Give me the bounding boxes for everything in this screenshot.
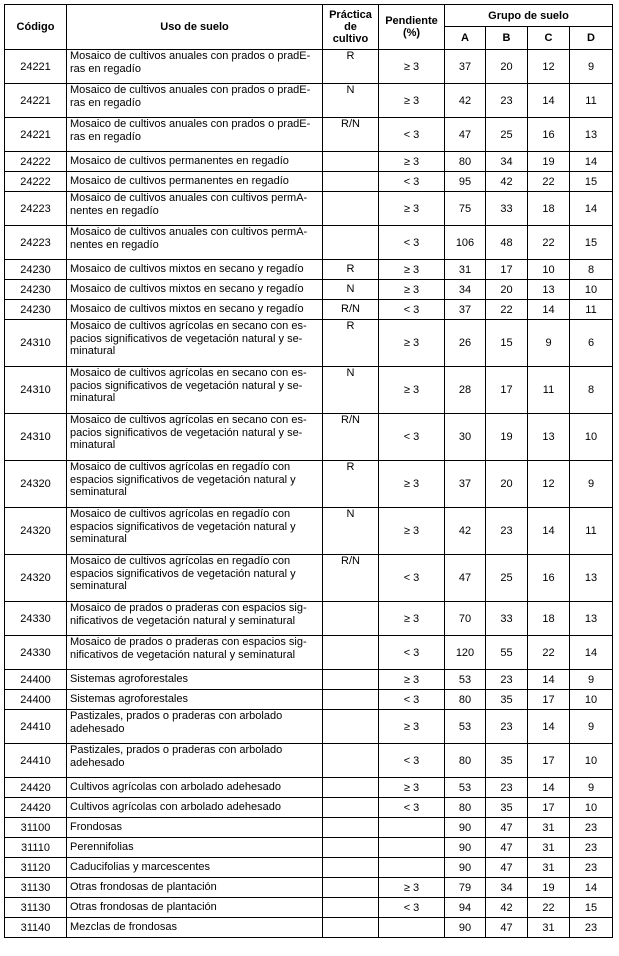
cell-c: 14 (528, 508, 570, 555)
cell-d: 23 (570, 918, 613, 938)
cell-a: 80 (445, 744, 486, 778)
cell-pendiente: < 3 (379, 744, 445, 778)
cell-pendiente: < 3 (379, 690, 445, 710)
header-c: C (528, 27, 570, 50)
cell-pendiente: ≥ 3 (379, 50, 445, 84)
table-row (5, 461, 613, 508)
cell-b: 20 (486, 461, 528, 508)
cell-uso: Mosaico de cultivos agrícolas en secano con es-pacios significativos de vegetación natural y se-minatural (67, 414, 323, 461)
cell-codigo: 31140 (5, 918, 67, 938)
cell-a: 90 (445, 838, 486, 858)
cell-codigo: 31120 (5, 858, 67, 878)
cell-practica: R/N (323, 118, 379, 152)
header-row (5, 5, 613, 27)
cell-d: 11 (570, 300, 613, 320)
cell-a: 90 (445, 818, 486, 838)
header-codigo: Código (5, 5, 67, 50)
cell-practica: N (323, 508, 379, 555)
cell-pendiente: < 3 (379, 226, 445, 260)
cell-d: 10 (570, 414, 613, 461)
cell-a: 79 (445, 878, 486, 898)
cell-uso: Frondosas (67, 818, 323, 838)
cell-d: 11 (570, 84, 613, 118)
cell-practica: R/N (323, 555, 379, 602)
cell-uso: Mosaico de prados o praderas con espacios sig-nificativos de vegetación natural y seminatural (67, 636, 323, 670)
cell-d: 9 (570, 778, 613, 798)
cell-practica (323, 878, 379, 898)
cell-c: 10 (528, 260, 570, 280)
cell-a: 53 (445, 670, 486, 690)
cell-pendiente: ≥ 3 (379, 84, 445, 118)
cell-b: 47 (486, 918, 528, 938)
header-uso: Uso de suelo (67, 5, 323, 50)
cell-codigo: 24400 (5, 690, 67, 710)
cell-c: 14 (528, 670, 570, 690)
cell-pendiente: < 3 (379, 118, 445, 152)
cell-codigo: 24223 (5, 226, 67, 260)
cell-a: 120 (445, 636, 486, 670)
cell-pendiente (379, 818, 445, 838)
cell-uso: Mosaico de cultivos permanentes en regadío (67, 152, 323, 172)
cell-c: 17 (528, 744, 570, 778)
header-b: B (486, 27, 528, 50)
cell-practica: R/N (323, 414, 379, 461)
cell-practica: N (323, 84, 379, 118)
cell-a: 47 (445, 555, 486, 602)
table-row (5, 878, 613, 898)
cell-c: 19 (528, 878, 570, 898)
cell-uso: Mosaico de cultivos anuales con prados o pradE-ras en regadío (67, 84, 323, 118)
cell-practica: R (323, 320, 379, 367)
table-row (5, 670, 613, 690)
cell-pendiente: ≥ 3 (379, 280, 445, 300)
cell-pendiente: ≥ 3 (379, 320, 445, 367)
cell-c: 12 (528, 461, 570, 508)
cell-b: 35 (486, 690, 528, 710)
cell-c: 14 (528, 778, 570, 798)
cell-c: 22 (528, 226, 570, 260)
cell-pendiente: < 3 (379, 414, 445, 461)
cell-c: 14 (528, 300, 570, 320)
cell-pendiente: < 3 (379, 172, 445, 192)
cell-uso: Sistemas agroforestales (67, 690, 323, 710)
cell-practica (323, 690, 379, 710)
cell-codigo: 24230 (5, 300, 67, 320)
cell-codigo: 24420 (5, 798, 67, 818)
table-row (5, 414, 613, 461)
cell-practica (323, 918, 379, 938)
cell-uso: Mosaico de cultivos anuales con cultivos permA-nentes en regadío (67, 192, 323, 226)
cell-c: 17 (528, 798, 570, 818)
cell-b: 35 (486, 744, 528, 778)
cell-b: 42 (486, 898, 528, 918)
table-row (5, 367, 613, 414)
cell-d: 15 (570, 226, 613, 260)
cell-a: 80 (445, 798, 486, 818)
table-row (5, 602, 613, 636)
cell-practica (323, 670, 379, 690)
cell-a: 37 (445, 300, 486, 320)
cell-practica (323, 778, 379, 798)
cell-codigo: 24230 (5, 280, 67, 300)
cell-uso: Cultivos agrícolas con arbolado adehesado (67, 778, 323, 798)
cell-a: 53 (445, 710, 486, 744)
table-row (5, 818, 613, 838)
cell-d: 23 (570, 858, 613, 878)
cell-b: 17 (486, 260, 528, 280)
cell-codigo: 24330 (5, 602, 67, 636)
cell-c: 13 (528, 280, 570, 300)
cell-c: 9 (528, 320, 570, 367)
cell-uso: Pastizales, prados o praderas con arbolado adehesado (67, 710, 323, 744)
cell-practica (323, 636, 379, 670)
cell-c: 14 (528, 710, 570, 744)
cell-practica (323, 798, 379, 818)
cell-codigo: 24221 (5, 50, 67, 84)
table-row (5, 690, 613, 710)
cell-practica: R (323, 461, 379, 508)
cell-a: 34 (445, 280, 486, 300)
cell-codigo: 24221 (5, 84, 67, 118)
cell-codigo: 31110 (5, 838, 67, 858)
table-row (5, 798, 613, 818)
cell-uso: Cultivos agrícolas con arbolado adehesado (67, 798, 323, 818)
cell-d: 8 (570, 260, 613, 280)
cell-d: 13 (570, 555, 613, 602)
cell-practica (323, 744, 379, 778)
table-row (5, 260, 613, 280)
table-row (5, 320, 613, 367)
cell-codigo: 24221 (5, 118, 67, 152)
cell-a: 80 (445, 690, 486, 710)
cell-codigo: 24230 (5, 260, 67, 280)
table-row (5, 918, 613, 938)
cell-d: 11 (570, 508, 613, 555)
cell-codigo: 24310 (5, 414, 67, 461)
cell-b: 20 (486, 280, 528, 300)
cell-d: 13 (570, 118, 613, 152)
cell-uso: Mosaico de cultivos anuales con prados o pradE-ras en regadío (67, 118, 323, 152)
table-row (5, 192, 613, 226)
cell-codigo: 24223 (5, 192, 67, 226)
cell-d: 13 (570, 602, 613, 636)
cell-codigo: 24310 (5, 320, 67, 367)
cell-b: 23 (486, 778, 528, 798)
cell-practica: R (323, 50, 379, 84)
cell-a: 30 (445, 414, 486, 461)
cell-a: 95 (445, 172, 486, 192)
soil-use-table (4, 4, 613, 938)
cell-codigo: 31100 (5, 818, 67, 838)
cell-uso: Otras frondosas de plantación (67, 878, 323, 898)
cell-d: 14 (570, 878, 613, 898)
cell-practica: R/N (323, 300, 379, 320)
cell-pendiente (379, 858, 445, 878)
cell-uso: Mezclas de frondosas (67, 918, 323, 938)
cell-uso: Sistemas agroforestales (67, 670, 323, 690)
cell-c: 19 (528, 152, 570, 172)
cell-a: 106 (445, 226, 486, 260)
table-row (5, 118, 613, 152)
cell-pendiente: < 3 (379, 798, 445, 818)
cell-practica (323, 602, 379, 636)
cell-d: 9 (570, 50, 613, 84)
cell-uso: Pastizales, prados o praderas con arbolado adehesado (67, 744, 323, 778)
cell-b: 47 (486, 818, 528, 838)
cell-uso: Mosaico de cultivos agrícolas en regadío con espacios significativos de vegetación natural y seminatural (67, 555, 323, 602)
cell-practica (323, 818, 379, 838)
cell-uso: Mosaico de cultivos mixtos en secano y regadío (67, 300, 323, 320)
cell-a: 90 (445, 918, 486, 938)
cell-b: 25 (486, 555, 528, 602)
cell-d: 9 (570, 710, 613, 744)
cell-practica (323, 226, 379, 260)
cell-d: 9 (570, 461, 613, 508)
cell-c: 31 (528, 818, 570, 838)
table-row (5, 778, 613, 798)
cell-uso: Perennifolias (67, 838, 323, 858)
cell-b: 19 (486, 414, 528, 461)
cell-d: 15 (570, 172, 613, 192)
cell-a: 37 (445, 461, 486, 508)
cell-b: 42 (486, 172, 528, 192)
cell-codigo: 24410 (5, 710, 67, 744)
cell-a: 53 (445, 778, 486, 798)
table-row (5, 226, 613, 260)
cell-pendiente: ≥ 3 (379, 878, 445, 898)
cell-a: 47 (445, 118, 486, 152)
cell-uso: Mosaico de cultivos mixtos en secano y regadío (67, 280, 323, 300)
cell-d: 14 (570, 192, 613, 226)
table-body (5, 50, 613, 938)
cell-pendiente: ≥ 3 (379, 670, 445, 690)
cell-b: 17 (486, 367, 528, 414)
cell-c: 16 (528, 118, 570, 152)
cell-d: 6 (570, 320, 613, 367)
cell-pendiente: ≥ 3 (379, 778, 445, 798)
cell-practica (323, 898, 379, 918)
cell-d: 23 (570, 818, 613, 838)
cell-a: 26 (445, 320, 486, 367)
cell-a: 31 (445, 260, 486, 280)
cell-d: 10 (570, 744, 613, 778)
cell-b: 23 (486, 670, 528, 690)
cell-uso: Mosaico de cultivos anuales con cultivos permA-nentes en regadío (67, 226, 323, 260)
cell-pendiente: ≥ 3 (379, 461, 445, 508)
cell-a: 42 (445, 508, 486, 555)
cell-c: 16 (528, 555, 570, 602)
cell-uso: Mosaico de cultivos agrícolas en secano con es-pacios significativos de vegetación natural y se-minatural (67, 320, 323, 367)
cell-uso: Mosaico de cultivos permanentes en regadío (67, 172, 323, 192)
cell-codigo: 24222 (5, 172, 67, 192)
cell-codigo: 24410 (5, 744, 67, 778)
cell-d: 15 (570, 898, 613, 918)
cell-d: 23 (570, 838, 613, 858)
cell-b: 35 (486, 798, 528, 818)
cell-d: 9 (570, 670, 613, 690)
cell-practica (323, 152, 379, 172)
cell-pendiente: ≥ 3 (379, 710, 445, 744)
cell-c: 11 (528, 367, 570, 414)
cell-b: 20 (486, 50, 528, 84)
cell-codigo: 31130 (5, 898, 67, 918)
table-row (5, 858, 613, 878)
cell-a: 75 (445, 192, 486, 226)
header-d: D (570, 27, 613, 50)
cell-codigo: 24420 (5, 778, 67, 798)
cell-uso: Mosaico de prados o praderas con espacios sig-nificativos de vegetación natural y seminatural (67, 602, 323, 636)
cell-c: 22 (528, 898, 570, 918)
cell-uso: Mosaico de cultivos agrícolas en secano con es-pacios significativos de vegetación natural y se-minatural (67, 367, 323, 414)
cell-a: 70 (445, 602, 486, 636)
table-row (5, 508, 613, 555)
cell-codigo: 24310 (5, 367, 67, 414)
header-practica: Práctica de cultivo (323, 5, 379, 50)
cell-b: 23 (486, 710, 528, 744)
table-row (5, 898, 613, 918)
table-row (5, 84, 613, 118)
table-row (5, 172, 613, 192)
header-grupo: Grupo de suelo (445, 5, 613, 27)
cell-practica: N (323, 367, 379, 414)
cell-b: 15 (486, 320, 528, 367)
cell-practica (323, 838, 379, 858)
cell-b: 25 (486, 118, 528, 152)
table-row (5, 636, 613, 670)
cell-uso: Mosaico de cultivos agrícolas en regadío con espacios significativos de vegetación natural y seminatural (67, 508, 323, 555)
cell-c: 18 (528, 192, 570, 226)
cell-codigo: 24330 (5, 636, 67, 670)
cell-pendiente: ≥ 3 (379, 367, 445, 414)
cell-pendiente: ≥ 3 (379, 602, 445, 636)
cell-uso: Caducifolias y marcescentes (67, 858, 323, 878)
cell-pendiente: < 3 (379, 300, 445, 320)
cell-codigo: 24320 (5, 461, 67, 508)
cell-b: 47 (486, 858, 528, 878)
cell-b: 48 (486, 226, 528, 260)
cell-pendiente (379, 838, 445, 858)
table-row (5, 50, 613, 84)
cell-b: 47 (486, 838, 528, 858)
cell-d: 10 (570, 690, 613, 710)
header-a: A (445, 27, 486, 50)
table-row (5, 744, 613, 778)
cell-codigo: 24320 (5, 508, 67, 555)
cell-b: 34 (486, 878, 528, 898)
cell-c: 22 (528, 172, 570, 192)
cell-c: 12 (528, 50, 570, 84)
cell-b: 23 (486, 84, 528, 118)
cell-c: 18 (528, 602, 570, 636)
cell-a: 90 (445, 858, 486, 878)
cell-practica (323, 172, 379, 192)
table-row (5, 300, 613, 320)
cell-practica (323, 858, 379, 878)
cell-pendiente: < 3 (379, 636, 445, 670)
cell-c: 31 (528, 858, 570, 878)
cell-c: 31 (528, 838, 570, 858)
cell-d: 14 (570, 636, 613, 670)
cell-c: 31 (528, 918, 570, 938)
table-row (5, 710, 613, 744)
cell-pendiente: < 3 (379, 555, 445, 602)
cell-d: 14 (570, 152, 613, 172)
cell-uso: Mosaico de cultivos agrícolas en regadío con espacios significativos de vegetación natural y seminatural (67, 461, 323, 508)
cell-d: 8 (570, 367, 613, 414)
cell-practica: R (323, 260, 379, 280)
cell-b: 33 (486, 602, 528, 636)
cell-codigo: 24400 (5, 670, 67, 690)
cell-b: 55 (486, 636, 528, 670)
cell-c: 17 (528, 690, 570, 710)
cell-pendiente: ≥ 3 (379, 192, 445, 226)
cell-practica (323, 710, 379, 744)
cell-c: 14 (528, 84, 570, 118)
table-row (5, 838, 613, 858)
cell-codigo: 24222 (5, 152, 67, 172)
cell-practica: N (323, 280, 379, 300)
cell-uso: Mosaico de cultivos mixtos en secano y regadío (67, 260, 323, 280)
header-pendiente: Pendiente (%) (379, 5, 445, 50)
cell-pendiente: ≥ 3 (379, 508, 445, 555)
cell-c: 13 (528, 414, 570, 461)
cell-uso: Otras frondosas de plantación (67, 898, 323, 918)
cell-practica (323, 192, 379, 226)
table-row (5, 152, 613, 172)
cell-pendiente (379, 918, 445, 938)
cell-a: 94 (445, 898, 486, 918)
cell-pendiente: < 3 (379, 898, 445, 918)
cell-uso: Mosaico de cultivos anuales con prados o pradE-ras en regadío (67, 50, 323, 84)
cell-d: 10 (570, 798, 613, 818)
cell-a: 28 (445, 367, 486, 414)
cell-d: 10 (570, 280, 613, 300)
cell-a: 37 (445, 50, 486, 84)
cell-a: 80 (445, 152, 486, 172)
cell-a: 42 (445, 84, 486, 118)
cell-pendiente: ≥ 3 (379, 260, 445, 280)
cell-b: 34 (486, 152, 528, 172)
cell-pendiente: ≥ 3 (379, 152, 445, 172)
cell-b: 23 (486, 508, 528, 555)
cell-codigo: 31130 (5, 878, 67, 898)
cell-b: 22 (486, 300, 528, 320)
cell-c: 22 (528, 636, 570, 670)
table-row (5, 280, 613, 300)
cell-b: 33 (486, 192, 528, 226)
table-row (5, 555, 613, 602)
cell-codigo: 24320 (5, 555, 67, 602)
